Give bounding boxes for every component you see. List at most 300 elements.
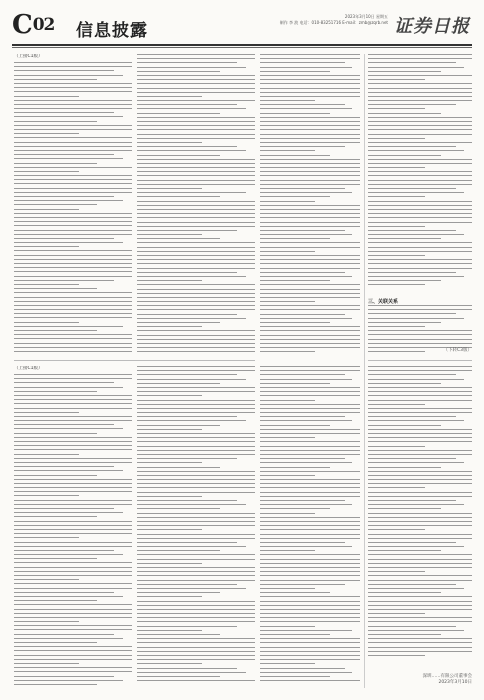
text-line [368, 609, 472, 610]
text-line [368, 276, 464, 277]
text-line [137, 395, 202, 396]
right-subheading: 三、关联关系 [368, 299, 399, 305]
text-line [14, 116, 123, 117]
text-line [14, 255, 132, 256]
text-line [368, 230, 456, 231]
text-line [14, 671, 132, 672]
text-line [137, 567, 255, 568]
text-line [260, 113, 330, 114]
text-line [137, 280, 202, 281]
text-line [14, 525, 132, 526]
text-line [368, 596, 472, 597]
text-line [14, 146, 132, 147]
text-line [260, 508, 330, 509]
text-line [368, 171, 472, 172]
text-line [137, 163, 255, 164]
text-line [260, 83, 360, 84]
text-line [368, 420, 464, 421]
text-line [260, 563, 360, 564]
text-line [14, 441, 132, 442]
text-line [368, 571, 425, 572]
text-line [260, 159, 360, 160]
continued-from-label: （上接C1版） [14, 54, 43, 59]
text-line [14, 104, 132, 105]
text-line [368, 642, 472, 643]
text-line [368, 647, 472, 648]
text-line [14, 83, 132, 84]
text-line [137, 230, 237, 231]
text-line [137, 605, 255, 606]
text-line [368, 54, 472, 55]
text-line [260, 496, 360, 497]
text-line [368, 395, 472, 396]
text-line [14, 412, 79, 413]
text-line [137, 134, 255, 135]
text-line [137, 596, 202, 597]
text-line [260, 395, 360, 396]
text-line [368, 630, 464, 631]
text-line [137, 180, 255, 181]
text-line [137, 209, 255, 210]
text-line [137, 217, 255, 218]
text-line [137, 96, 202, 97]
text-line [137, 584, 237, 585]
text-line [137, 659, 255, 660]
text-line [260, 571, 360, 572]
text-line [260, 546, 352, 547]
text-line [137, 429, 202, 430]
text-line [260, 391, 360, 392]
text-line [137, 391, 255, 392]
text-line [260, 255, 360, 256]
text-line [137, 500, 237, 501]
text-line [14, 334, 132, 335]
text-line [368, 429, 472, 430]
text-line [260, 458, 345, 459]
text-line [260, 655, 360, 656]
text-line [260, 100, 315, 101]
text-line [137, 647, 255, 648]
text-line [137, 634, 220, 635]
text-line [368, 567, 472, 568]
text-line [368, 467, 441, 468]
text-line [368, 504, 464, 505]
text-line [137, 268, 255, 269]
text-line [14, 621, 79, 622]
text-line [368, 150, 464, 151]
text-line [260, 335, 360, 336]
text-line [14, 458, 132, 459]
text-line [368, 521, 472, 522]
text-line [14, 592, 114, 593]
header-rule-thin [12, 47, 472, 48]
text-line [137, 83, 255, 84]
text-line [260, 293, 360, 294]
right-divider [368, 360, 472, 361]
text-line [14, 684, 97, 685]
text-line [137, 546, 246, 547]
text-line [260, 192, 352, 193]
text-line [137, 213, 255, 214]
text-line [260, 467, 330, 468]
text-line [368, 638, 472, 639]
text-line [368, 268, 472, 269]
text-line [368, 605, 472, 606]
text-line [14, 108, 132, 109]
text-line [368, 580, 472, 581]
text-line [368, 513, 472, 514]
text-line [368, 196, 425, 197]
text-line [260, 247, 360, 248]
text-line [260, 146, 345, 147]
text-line [137, 412, 255, 413]
text-line [368, 75, 472, 76]
text-line [368, 104, 456, 105]
text-line [260, 437, 315, 438]
text-line [14, 596, 123, 597]
text-line [14, 267, 132, 268]
text-line [137, 433, 255, 434]
text-line [14, 454, 79, 455]
text-line [368, 525, 472, 526]
text-line [260, 492, 360, 493]
text-line [368, 67, 464, 68]
text-line [260, 554, 360, 555]
text-line [14, 579, 79, 580]
text-line [260, 289, 360, 290]
text-line [14, 66, 132, 67]
text-line [368, 592, 441, 593]
text-line [137, 508, 220, 509]
text-line [260, 62, 345, 63]
text-line [137, 504, 246, 505]
text-line [137, 416, 237, 417]
text-line [14, 629, 132, 630]
text-line [14, 667, 132, 668]
text-line [260, 592, 330, 593]
text-line [368, 322, 441, 323]
text-line [260, 184, 360, 185]
text-line [368, 263, 472, 264]
text-line [368, 201, 472, 202]
text-line [14, 399, 132, 400]
text-line [260, 330, 360, 331]
text-line [368, 309, 472, 310]
text-line [137, 550, 220, 551]
text-line [137, 554, 255, 555]
text-line [368, 259, 472, 260]
text-line [368, 180, 472, 181]
text-line [14, 391, 97, 392]
text-line [137, 471, 255, 472]
text-line [368, 479, 472, 480]
text-line [260, 668, 345, 669]
text-line [368, 343, 472, 344]
section-title: 信息披露 [76, 21, 148, 41]
signature-company: 深圳……有限公司董事会 [422, 674, 472, 679]
text-line [368, 188, 456, 189]
text-line [14, 121, 97, 122]
text-line [14, 516, 97, 517]
text-line [14, 424, 114, 425]
text-line [260, 659, 360, 660]
signature-block [400, 674, 472, 686]
text-line [14, 209, 79, 210]
header-date: 2023年3月10日 星期五 [344, 14, 388, 19]
text-line [14, 504, 132, 505]
text-line [368, 483, 472, 484]
text-line [137, 450, 255, 451]
text-line [260, 205, 360, 206]
text-line [14, 567, 132, 568]
text-line [14, 512, 123, 513]
text-line [137, 226, 255, 227]
text-line [260, 538, 360, 539]
text-line [137, 379, 246, 380]
text-line [260, 617, 360, 618]
text-line [137, 146, 237, 147]
text-line [260, 129, 360, 130]
text-line [368, 441, 472, 442]
text-line [137, 538, 255, 539]
text-line [368, 108, 425, 109]
text-line [137, 79, 255, 80]
text-line [260, 613, 360, 614]
text-line [368, 471, 472, 472]
text-line [260, 180, 360, 181]
text-line [368, 79, 425, 80]
text-line [368, 492, 472, 493]
text-line [137, 330, 255, 331]
text-line [260, 213, 360, 214]
text-line [14, 284, 79, 285]
text-line [368, 83, 472, 84]
text-line [137, 255, 255, 256]
text-line [260, 504, 352, 505]
text-line [260, 609, 360, 610]
text-line [260, 150, 315, 151]
text-line [14, 330, 97, 331]
text-line [260, 322, 330, 323]
text-line [137, 75, 255, 76]
continued-to-note: （下转C3版） [443, 348, 472, 353]
text-line [260, 155, 330, 156]
text-line [368, 142, 472, 143]
text-line [14, 378, 132, 379]
text-line [14, 150, 132, 151]
text-line [137, 588, 246, 589]
text-line [14, 234, 132, 235]
text-line [368, 88, 472, 89]
text-line [14, 221, 132, 222]
text-line [260, 314, 345, 315]
text-line [260, 188, 345, 189]
text-line [260, 263, 360, 264]
text-line [137, 446, 255, 447]
text-line [137, 626, 237, 627]
text-line [368, 330, 472, 331]
text-line [368, 318, 464, 319]
text-line [14, 387, 123, 388]
text-line [14, 583, 132, 584]
text-line [137, 305, 255, 306]
text-line [260, 462, 352, 463]
text-line [260, 201, 315, 202]
text-line [368, 209, 472, 210]
text-line [368, 538, 472, 539]
text-line [260, 209, 360, 210]
text-line [260, 79, 360, 80]
text-line [14, 542, 132, 543]
text-line [137, 663, 202, 664]
text-line [368, 550, 441, 551]
text-line [14, 188, 132, 189]
text-line [137, 205, 255, 206]
text-line [14, 288, 97, 289]
text-line [260, 104, 345, 105]
text-line [137, 383, 220, 384]
text-line [137, 630, 202, 631]
text-line [260, 96, 360, 97]
text-line [368, 588, 464, 589]
text-line [260, 339, 360, 340]
text-line [14, 343, 132, 344]
text-line [260, 67, 352, 68]
text-line [260, 268, 360, 269]
text-line [137, 201, 255, 202]
text-line [368, 508, 441, 509]
text-line [14, 483, 132, 484]
text-line [260, 429, 360, 430]
text-line [137, 580, 255, 581]
text-line [137, 347, 255, 348]
text-line [368, 313, 456, 314]
text-line [14, 196, 114, 197]
text-line [14, 62, 132, 63]
text-line [368, 542, 456, 543]
text-line [14, 217, 132, 218]
text-line [14, 305, 132, 306]
text-line [14, 433, 97, 434]
text-line [368, 626, 456, 627]
text-line [260, 647, 360, 648]
text-line [137, 479, 255, 480]
text-line [368, 100, 472, 101]
text-line [14, 276, 132, 277]
text-line [368, 146, 456, 147]
text-line [14, 204, 97, 205]
text-line [368, 487, 425, 488]
text-line [137, 483, 255, 484]
header-meta [280, 14, 388, 26]
text-line [368, 222, 472, 223]
text-line [368, 192, 464, 193]
text-line [137, 196, 220, 197]
text-line [368, 234, 464, 235]
text-line [260, 284, 360, 285]
text-line [14, 655, 132, 656]
text-line [137, 54, 255, 55]
text-line [260, 638, 360, 639]
text-line [137, 613, 255, 614]
text-line [14, 338, 132, 339]
text-line [260, 387, 360, 388]
text-line [260, 529, 360, 530]
text-line [14, 479, 132, 480]
text-line [260, 318, 352, 319]
text-line [368, 247, 472, 248]
text-line [260, 663, 315, 664]
text-line [368, 374, 456, 375]
text-line [137, 374, 237, 375]
text-line [260, 513, 315, 514]
text-line [368, 163, 472, 164]
right-column-lower [368, 366, 472, 666]
text-line [260, 575, 360, 576]
text-line [368, 351, 425, 352]
text-line [137, 58, 255, 59]
text-line [137, 263, 255, 264]
text-line [14, 625, 132, 626]
text-line [368, 121, 472, 122]
text-line [14, 533, 132, 534]
text-line [260, 525, 360, 526]
text-line [137, 601, 255, 602]
text-line [260, 550, 315, 551]
text-line [260, 475, 315, 476]
text-line [137, 592, 220, 593]
signature-date: 2023年3月10日 [438, 680, 472, 685]
text-line [14, 676, 114, 677]
text-line [260, 483, 360, 484]
text-line [137, 289, 255, 290]
text-line [260, 226, 360, 227]
text-line [14, 271, 132, 272]
text-line [14, 500, 132, 501]
text-line [368, 117, 472, 118]
text-line [14, 613, 132, 614]
text-line [14, 280, 114, 281]
text-line [260, 416, 345, 417]
text-line [260, 446, 360, 447]
text-line [14, 230, 132, 231]
text-line [260, 242, 360, 243]
right-column-body [368, 305, 472, 365]
text-line [137, 171, 255, 172]
text-line [14, 79, 97, 80]
page-header [12, 8, 472, 48]
text-line [368, 425, 441, 426]
text-line [260, 672, 352, 673]
text-line [14, 634, 114, 635]
text-line [137, 521, 255, 522]
text-line [14, 163, 97, 164]
text-line [14, 200, 123, 201]
text-line [260, 601, 360, 602]
text-line [260, 379, 352, 380]
text-line [137, 563, 202, 564]
text-line [137, 88, 255, 89]
text-line [137, 475, 255, 476]
text-line [137, 404, 255, 405]
text-line [260, 272, 345, 273]
text-line [260, 404, 360, 405]
text-line [14, 554, 123, 555]
text-line [137, 609, 255, 610]
newspaper-masthead: 证券日报 [394, 16, 470, 37]
text-line [14, 659, 132, 660]
text-line [260, 54, 360, 55]
